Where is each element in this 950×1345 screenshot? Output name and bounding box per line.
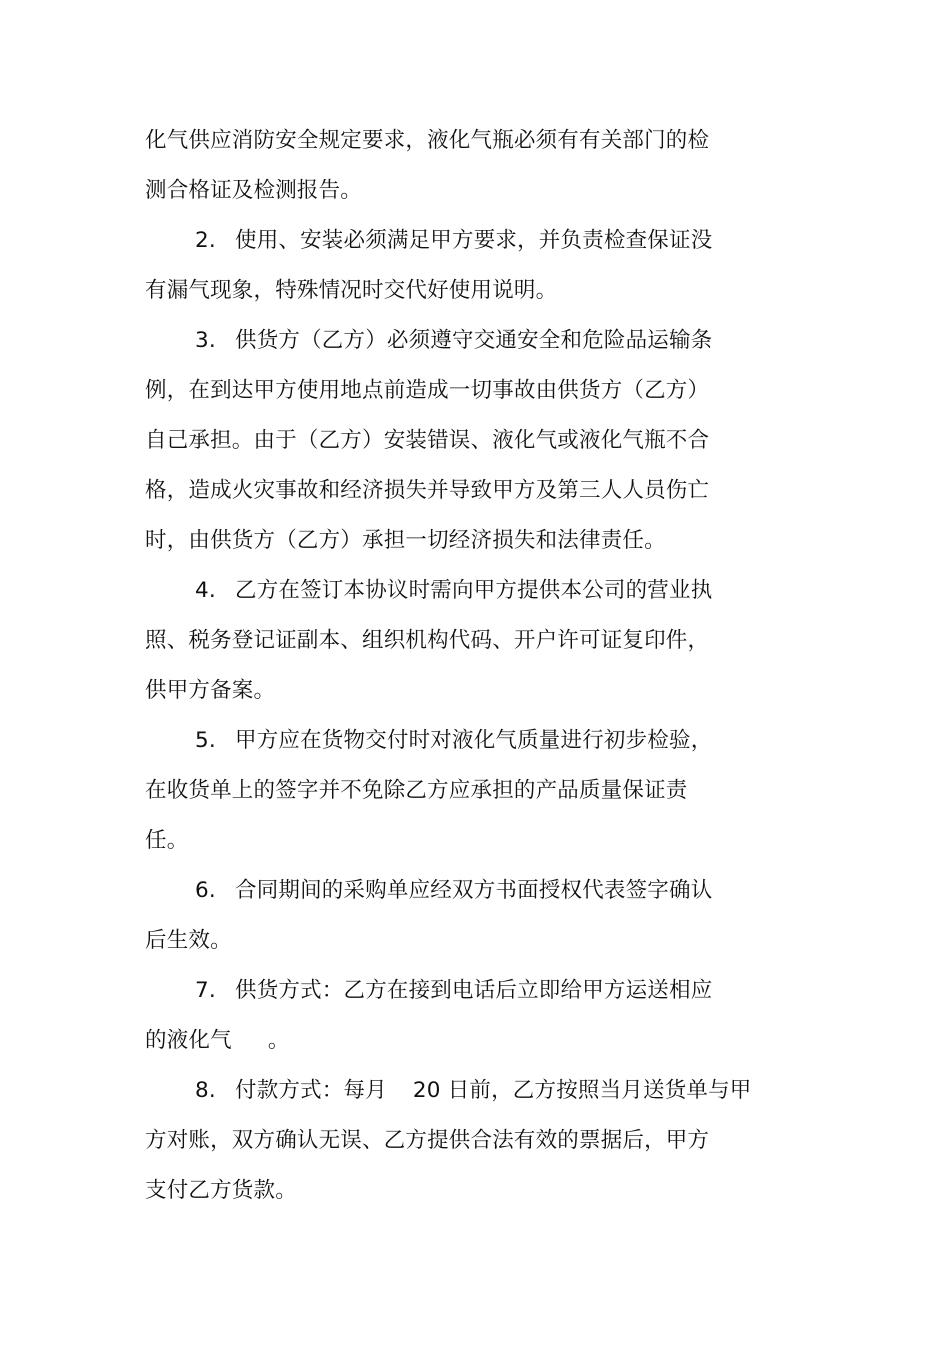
text-line: 自己承担。由于（乙方）安装错误、液化气或液化气瓶不合 [145,428,710,453]
item-number: 4. [195,578,216,603]
item-text: 供货方式：乙方在接到电话后立即给甲方运送相应 [235,978,713,1003]
item-7 [195,976,712,1006]
text-line [145,1026,290,1056]
item-number: 8. [195,1078,216,1103]
text-line: 格，造成火灾事故和经济损失并导致甲方及第三人人员伤亡 [145,478,710,503]
line-text: 的液化气 [145,1028,232,1053]
item-number: 2. [195,228,216,253]
item-5 [195,726,712,756]
text-line: 支付乙方货款。 [145,1178,297,1203]
text-line: 时，由供货方（乙方）承担一切经济损失和法律责任。 [145,528,666,553]
text-line: 测合格证及检测报告。 [145,178,363,203]
item-8 [195,1076,752,1106]
item-text: 付款方式：每月 [235,1078,387,1103]
line-text-end: 。 [267,1028,290,1053]
item-text: 供货方（乙方）必须遵守交通安全和危险品运输条 [235,328,713,353]
text-line: 供甲方备案。 [145,678,276,703]
text-line: 有漏气现象，特殊情况时交代好使用说明。 [145,278,558,303]
text-line: 方对账，双方确认无误、乙方提供合法有效的票据后，甲方 [145,1128,710,1153]
item-text: 甲方应在货物交付时对液化气质量进行初步检验， [235,728,713,753]
text-line: 后生效。 [145,928,232,953]
item-6 [195,876,712,906]
item-text: 乙方在签订本协议时需向甲方提供本公司的营业执 [235,578,713,603]
item-text: 合同期间的采购单应经双方书面授权代表签字确认 [235,878,713,903]
item-number: 6. [195,878,216,903]
item-number: 5. [195,728,216,753]
text-line: 照、税务登记证副本、组织机构代码、开户许可证复印件， [145,628,710,653]
item-3 [195,326,712,356]
item-4 [195,576,712,606]
item-number: 3. [195,328,216,353]
item-text-cont: 20 日前，乙方按照当月送货单与甲 [412,1078,752,1103]
item-2 [195,226,712,256]
item-number: 7. [195,978,216,1003]
text-line: 例，在到达甲方使用地点前造成一切事故由供货方（乙方） [145,378,710,403]
text-line: 化气供应消防安全规定要求，液化气瓶必须有有关部门的检 [145,128,710,153]
text-line: 任。 [145,828,189,853]
item-text: 使用、安装必须满足甲方要求，并负责检查保证没 [235,228,713,253]
text-line: 在收货单上的签字并不免除乙方应承担的产品质量保证责 [145,778,688,803]
